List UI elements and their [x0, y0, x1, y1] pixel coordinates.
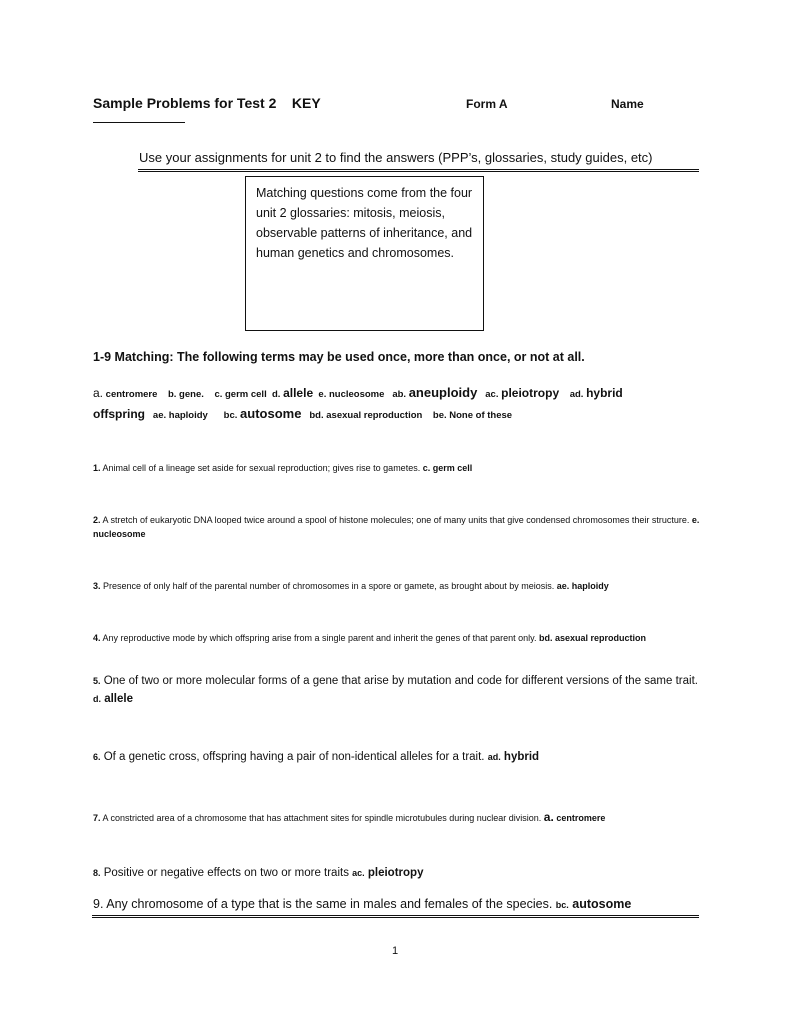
option-a-letter: a.	[93, 386, 104, 400]
info-box-text: Matching questions come from the four unit 2 glossaries: mitosis, meiosis, observable patterns of inheritance, and human genetics and chromosomes.	[256, 186, 473, 260]
question-2	[93, 513, 703, 541]
question-number: 4.	[93, 633, 101, 643]
option-bc-letter: bc.	[223, 410, 238, 421]
question-number: 2.	[93, 515, 101, 525]
question-answer: c. germ cell	[422, 463, 473, 473]
question-text: One of two or more molecular forms of a gene that arise by mutation and code for different versions of the same trait.	[103, 675, 698, 687]
divider-bottom	[92, 915, 699, 918]
question-answer: allele	[104, 693, 133, 705]
question-answer: pleiotropy	[367, 867, 424, 879]
question-text: Of a genetic cross, offspring having a pair of non-identical alleles for a trait.	[103, 751, 485, 763]
answer-options	[93, 383, 733, 425]
name-label: Name	[611, 97, 644, 111]
question-number: 9.	[93, 897, 104, 911]
page-title: Sample Problems for Test 2 KEY	[93, 95, 321, 111]
question-number: 5.	[93, 676, 101, 686]
question-answer: autosome	[572, 897, 632, 911]
option-c: c. germ cell	[214, 389, 267, 400]
option-ad: hybrid	[586, 386, 623, 400]
option-ac-letter: ac.	[485, 389, 499, 400]
question-answer: e. nucleosome	[93, 515, 700, 539]
option-a: centromere	[105, 389, 158, 400]
question-number: 1.	[93, 463, 101, 473]
page-number: 1	[392, 945, 399, 957]
option-d: allele	[283, 386, 314, 400]
option-ab: aneuploidy	[408, 385, 478, 400]
instructions: Use your assignments for unit 2 to find the answers (PPP’s, glossaries, study guides, etc)	[139, 150, 653, 165]
option-ac: pleiotropy	[501, 386, 560, 400]
question-text: Any chromosome of a type that is the same in males and females of the species.	[106, 897, 553, 911]
option-ad-continued: offspring	[93, 407, 145, 421]
divider-top	[138, 169, 699, 172]
question-text: Animal cell of a lineage set aside for sexual reproduction; gives rise to gametes.	[102, 463, 421, 473]
option-bd: bd. asexual reproduction	[309, 410, 423, 421]
option-b: b. gene.	[167, 389, 204, 400]
question-number: 6.	[93, 752, 101, 762]
question-answer: bd. asexual reproduction	[538, 633, 646, 643]
question-answer: centromere	[556, 813, 606, 823]
question-answer-letter: ac.	[352, 868, 365, 878]
question-text: A stretch of eukaryotic DNA looped twice around a spool of histone molecules; one of many units that give condensed chromosomes their structure.	[102, 515, 690, 525]
question-4	[93, 631, 703, 645]
option-d-letter: d.	[272, 389, 281, 400]
form-label: Form A	[466, 97, 508, 111]
question-answer: hybrid	[503, 751, 540, 763]
name-blank-line	[93, 122, 185, 123]
question-text: Positive or negative effects on two or more traits	[103, 867, 349, 879]
question-3	[93, 579, 703, 593]
option-ad-letter: ad.	[569, 389, 584, 400]
question-9	[93, 895, 703, 914]
question-1	[93, 461, 703, 475]
question-number: 8.	[93, 868, 101, 878]
option-ae: ae. haploidy	[152, 410, 208, 421]
question-answer-letter: ad.	[487, 752, 501, 762]
question-answer: ae. haploidy	[556, 581, 609, 591]
matching-header: 1-9 Matching: The following terms may be used once, more than once, or not at all.	[93, 350, 585, 364]
question-number: 7.	[93, 813, 101, 823]
question-7	[93, 810, 703, 825]
question-answer-letter: a.	[543, 810, 554, 824]
question-6	[93, 748, 703, 766]
option-bc: autosome	[240, 406, 302, 421]
question-number: 3.	[93, 581, 101, 591]
option-ab-letter: ab.	[392, 389, 407, 400]
question-8	[93, 864, 703, 882]
option-e: e. nucleosome	[318, 389, 385, 400]
question-text: Presence of only half of the parental number of chromosomes in a spore or gamete, as brought about by meiosis.	[103, 581, 555, 591]
info-box	[245, 176, 484, 331]
question-5	[93, 672, 703, 708]
question-text: A constricted area of a chromosome that has attachment sites for spindle microtubules during nuclear division.	[102, 813, 542, 823]
question-answer-letter: bc.	[555, 900, 569, 910]
question-answer-letter: d.	[93, 694, 101, 704]
question-text: Any reproductive mode by which offspring arise from a single parent and inherit the genes of that parent only.	[102, 633, 537, 643]
option-be: be. None of these	[432, 410, 513, 421]
